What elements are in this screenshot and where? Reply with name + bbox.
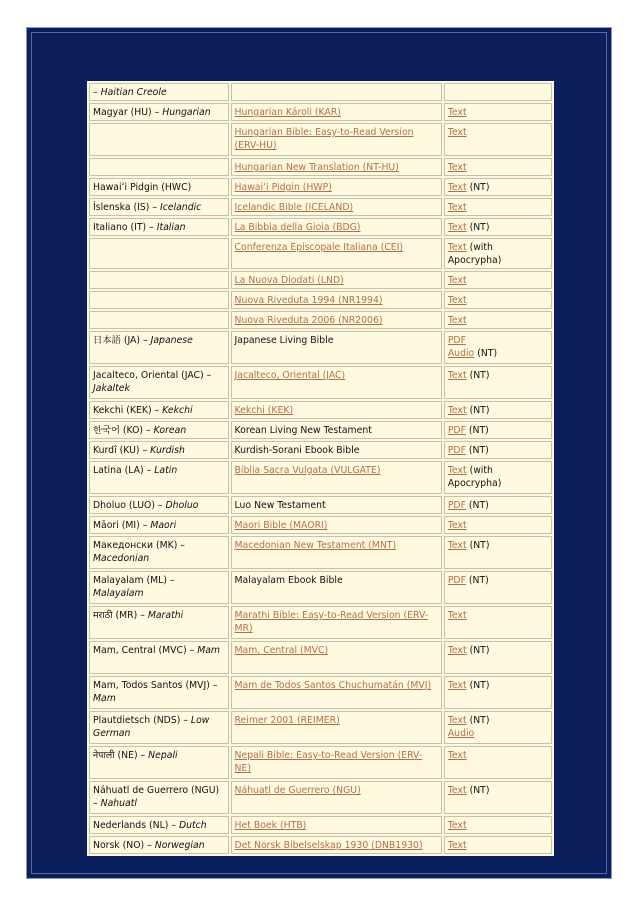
bible-version-cell bbox=[231, 676, 442, 709]
bible-version-cell bbox=[231, 178, 442, 196]
language-english-name: Macedonian bbox=[93, 553, 150, 564]
bible-versions-table bbox=[87, 81, 554, 856]
format-link-text[interactable]: Text bbox=[447, 645, 467, 656]
format-link-text[interactable]: Text bbox=[447, 315, 467, 326]
format-link-text[interactable]: Text bbox=[447, 222, 467, 233]
table-row bbox=[89, 571, 552, 604]
bible-version-cell bbox=[231, 198, 442, 216]
language-english-name: Kekchi bbox=[162, 405, 193, 416]
format-cell bbox=[444, 676, 552, 709]
language-cell bbox=[89, 441, 229, 459]
language-name: नेपाली (NE) – bbox=[93, 750, 149, 761]
language-name: Íslenska (IS) – bbox=[93, 202, 160, 213]
table-row bbox=[89, 496, 552, 514]
format-cell bbox=[444, 401, 552, 419]
language-cell bbox=[89, 421, 229, 439]
format-cell bbox=[444, 158, 552, 176]
bible-version-link[interactable]: Macedonian New Testament (MNT) bbox=[234, 540, 397, 551]
format-link-text[interactable]: Text bbox=[447, 520, 467, 531]
format-link-audio[interactable]: Audio bbox=[447, 728, 475, 739]
bible-version-link[interactable]: Marathi Bible: Easy-to-Read Version (ERV-MR) bbox=[234, 610, 429, 634]
table-row bbox=[89, 461, 552, 494]
format-note: (NT) bbox=[466, 222, 490, 233]
language-english-name: Latin bbox=[154, 465, 178, 476]
language-cell bbox=[89, 641, 229, 674]
bible-version-cell bbox=[231, 238, 442, 269]
language-name: 日本語 (JA) – bbox=[93, 335, 151, 346]
table-row bbox=[89, 711, 552, 744]
format-link-text[interactable]: Text bbox=[447, 405, 467, 416]
language-cell bbox=[89, 676, 229, 709]
format-link-text[interactable]: Text bbox=[447, 785, 467, 796]
table-row bbox=[89, 676, 552, 709]
format-link-text[interactable]: Text bbox=[447, 715, 467, 726]
language-english-name: Nahuatl bbox=[100, 798, 137, 809]
table-row bbox=[89, 103, 552, 121]
format-link-pdf[interactable]: PDF bbox=[447, 425, 466, 436]
format-cell bbox=[444, 711, 552, 744]
table-row bbox=[89, 366, 552, 399]
language-english-name: Marathi bbox=[147, 610, 184, 621]
bible-version-cell bbox=[231, 641, 442, 674]
format-link-pdf[interactable]: PDF bbox=[447, 335, 466, 346]
language-english-name: Nepali bbox=[148, 750, 178, 761]
language-english-name: Maori bbox=[150, 520, 177, 531]
format-note: (NT) bbox=[465, 445, 489, 456]
language-cell bbox=[89, 271, 229, 289]
bible-version-cell bbox=[231, 781, 442, 814]
format-cell bbox=[444, 103, 552, 121]
language-name: Magyar (HU) – bbox=[93, 107, 163, 118]
language-english-name: Mam bbox=[197, 645, 220, 656]
bible-version-cell bbox=[231, 103, 442, 121]
format-note: (NT) bbox=[466, 680, 490, 691]
language-cell bbox=[89, 816, 229, 834]
table-row bbox=[89, 83, 552, 101]
format-cell bbox=[444, 366, 552, 399]
language-cell bbox=[89, 781, 229, 814]
language-name: – bbox=[93, 87, 101, 98]
format-link-pdf[interactable]: PDF bbox=[447, 500, 466, 511]
bible-version-cell bbox=[231, 331, 442, 364]
format-cell bbox=[444, 218, 552, 236]
format-note: (NT) bbox=[466, 645, 490, 656]
language-name: Hawaiʻi Pidgin (HWC) bbox=[93, 182, 192, 193]
format-note: (with Apocrypha) bbox=[447, 465, 502, 489]
language-name: Kurdî (KU) – bbox=[93, 445, 151, 456]
bible-version-cell bbox=[231, 746, 442, 779]
format-cell bbox=[444, 746, 552, 779]
table-row bbox=[89, 218, 552, 236]
language-cell bbox=[89, 123, 229, 156]
format-link-text[interactable]: Text bbox=[447, 275, 467, 286]
language-name: Malayalam (ML) – bbox=[93, 575, 175, 586]
table-row bbox=[89, 178, 552, 196]
bible-version-cell bbox=[231, 441, 442, 459]
bible-version-link[interactable]: Hungarian Bible: Easy-to-Read Version (ERV-HU) bbox=[234, 127, 414, 151]
language-cell bbox=[89, 238, 229, 269]
bible-version-link[interactable]: Hungarian New Translation (NT-HU) bbox=[234, 162, 399, 173]
format-cell bbox=[444, 271, 552, 289]
format-note: (NT) bbox=[465, 500, 489, 511]
format-cell bbox=[444, 836, 552, 854]
bible-version-link[interactable]: Maori Bible (MAORI) bbox=[234, 520, 328, 531]
format-cell bbox=[444, 641, 552, 674]
bible-version-link[interactable]: Icelandic Bible (ICELAND) bbox=[234, 202, 354, 213]
language-name: Māori (MI) – bbox=[93, 520, 151, 531]
format-link-text[interactable]: Text bbox=[447, 182, 467, 193]
language-cell bbox=[89, 516, 229, 534]
language-cell bbox=[89, 218, 229, 236]
language-cell bbox=[89, 571, 229, 604]
table-row bbox=[89, 198, 552, 216]
format-note: (NT) bbox=[466, 182, 490, 193]
table-row bbox=[89, 781, 552, 814]
language-name: Kekchi (KEK) – bbox=[93, 405, 163, 416]
format-link-audio[interactable]: Audio bbox=[447, 348, 475, 359]
language-cell bbox=[89, 746, 229, 779]
language-english-name: Kurdish bbox=[150, 445, 185, 456]
language-english-name: Japanese bbox=[150, 335, 193, 346]
bible-version-cell bbox=[231, 366, 442, 399]
bible-version-link[interactable]: Mam, Central (MVC) bbox=[234, 645, 329, 656]
table-row bbox=[89, 816, 552, 834]
format-link-text[interactable]: Text bbox=[447, 295, 467, 306]
language-english-name: Dutch bbox=[178, 820, 207, 831]
format-link-pdf[interactable]: PDF bbox=[447, 575, 466, 586]
table-row bbox=[89, 606, 552, 639]
language-cell bbox=[89, 366, 229, 399]
bible-version-cell bbox=[231, 836, 442, 854]
format-link-text[interactable]: Text bbox=[447, 162, 467, 173]
language-name: Latina (LA) – bbox=[93, 465, 155, 476]
language-english-name: Italian bbox=[156, 222, 186, 233]
table-row bbox=[89, 516, 552, 534]
format-link-text[interactable]: Text bbox=[447, 610, 467, 621]
bible-version-name: Japanese Living Bible bbox=[234, 335, 334, 346]
table-row bbox=[89, 311, 552, 329]
format-cell bbox=[444, 238, 552, 269]
bible-version-cell bbox=[231, 496, 442, 514]
language-english-name: Dholuo bbox=[165, 500, 199, 511]
language-cell bbox=[89, 198, 229, 216]
format-link-text[interactable]: Text bbox=[447, 127, 467, 138]
bible-version-cell bbox=[231, 158, 442, 176]
language-name: Mam, Todos Santos (MVJ) – bbox=[93, 680, 218, 691]
bible-version-link[interactable]: Nepali Bible: Easy-to-Read Version (ERV-NE) bbox=[234, 750, 423, 774]
table-row bbox=[89, 746, 552, 779]
language-name: 한국어 (KO) – bbox=[93, 425, 154, 436]
language-english-name: Mam bbox=[93, 693, 116, 704]
language-cell bbox=[89, 461, 229, 494]
format-cell bbox=[444, 83, 552, 101]
table-row bbox=[89, 271, 552, 289]
bible-version-link[interactable]: La Nuova Diodati (LND) bbox=[234, 275, 344, 286]
format-cell bbox=[444, 536, 552, 569]
bible-version-cell bbox=[231, 711, 442, 744]
bible-version-cell bbox=[231, 83, 442, 101]
bible-version-link[interactable]: Conferenza Episcopale Italiana (CEI) bbox=[234, 242, 404, 253]
format-cell bbox=[444, 311, 552, 329]
table-row bbox=[89, 836, 552, 854]
bible-version-link[interactable]: Jacalteco, Oriental (JAC) bbox=[234, 370, 346, 381]
format-note: (NT) bbox=[466, 785, 490, 796]
bible-version-link[interactable]: Det Norsk Bibelselskap 1930 (DNB1930) bbox=[234, 840, 423, 851]
language-name: Náhuatl de Guerrero (NGU) – bbox=[93, 785, 220, 809]
language-cell bbox=[89, 103, 229, 121]
format-note: (with Apocrypha) bbox=[447, 242, 502, 266]
language-name: मराठी (MR) – bbox=[93, 610, 148, 621]
language-english-name: Korean bbox=[153, 425, 187, 436]
table-row bbox=[89, 536, 552, 569]
bible-version-link[interactable]: Náhuatl de Guerrero (NGU) bbox=[234, 785, 361, 796]
language-english-name: Malayalam bbox=[93, 588, 144, 599]
language-name: Dholuo (LUO) – bbox=[93, 500, 166, 511]
language-cell bbox=[89, 496, 229, 514]
language-cell bbox=[89, 178, 229, 196]
bible-version-name: Luo New Testament bbox=[234, 500, 326, 511]
bible-version-link[interactable]: Biblia Sacra Vulgata (VULGATE) bbox=[234, 465, 381, 476]
bible-version-cell bbox=[231, 516, 442, 534]
format-cell bbox=[444, 441, 552, 459]
bible-version-name: Malayalam Ebook Bible bbox=[234, 575, 343, 586]
language-english-name: Norwegian bbox=[154, 840, 205, 851]
format-note: (NT) bbox=[466, 405, 490, 416]
bible-version-link[interactable]: Hawaiʻi Pidgin (HWP) bbox=[234, 182, 332, 193]
table-row bbox=[89, 123, 552, 156]
language-name: Italiano (IT) – bbox=[93, 222, 157, 233]
bible-version-cell bbox=[231, 816, 442, 834]
table-row bbox=[89, 421, 552, 439]
table-row bbox=[89, 291, 552, 309]
language-english-name: Hungarian bbox=[162, 107, 211, 118]
language-cell bbox=[89, 311, 229, 329]
bible-version-link[interactable]: Hungarian Károli (KAR) bbox=[234, 107, 341, 118]
bible-version-link[interactable]: Reimer 2001 (REIMER) bbox=[234, 715, 340, 726]
bible-version-cell bbox=[231, 218, 442, 236]
table-row bbox=[89, 238, 552, 269]
format-cell bbox=[444, 496, 552, 514]
format-link-text[interactable]: Text bbox=[447, 370, 467, 381]
bible-version-link[interactable]: Kekchi (KEK) bbox=[234, 405, 294, 416]
format-cell bbox=[444, 606, 552, 639]
bible-version-cell bbox=[231, 311, 442, 329]
format-note: (NT) bbox=[465, 425, 489, 436]
format-cell bbox=[444, 816, 552, 834]
format-link-text[interactable]: Text bbox=[447, 202, 467, 213]
language-name: Plautdietsch (NDS) – bbox=[93, 715, 191, 726]
language-name: Македонски (MK) – bbox=[93, 540, 185, 551]
format-cell bbox=[444, 331, 552, 364]
language-cell bbox=[89, 291, 229, 309]
bible-version-cell bbox=[231, 536, 442, 569]
format-note: (NT) bbox=[466, 370, 490, 381]
bible-version-name: Korean Living New Testament bbox=[234, 425, 372, 436]
table-row bbox=[89, 401, 552, 419]
language-cell bbox=[89, 401, 229, 419]
table-body bbox=[89, 83, 552, 854]
language-name: Jacalteco, Oriental (JAC) – bbox=[93, 370, 212, 381]
language-english-name: Jakaltek bbox=[93, 383, 130, 394]
format-link-text[interactable]: Text bbox=[447, 242, 467, 253]
table-row bbox=[89, 331, 552, 364]
language-name: Norsk (NO) – bbox=[93, 840, 155, 851]
format-cell bbox=[444, 178, 552, 196]
format-link-text[interactable]: Text bbox=[447, 820, 467, 831]
bible-version-link[interactable]: Nuova Riveduta 1994 (NR1994) bbox=[234, 295, 383, 306]
bible-version-link[interactable]: Mam de Todos Santos Chuchumatán (MVJ) bbox=[234, 680, 432, 691]
format-link-text[interactable]: Text bbox=[447, 840, 467, 851]
format-note: (NT) bbox=[465, 575, 489, 586]
format-cell bbox=[444, 198, 552, 216]
format-cell bbox=[444, 571, 552, 604]
bible-version-cell bbox=[231, 401, 442, 419]
format-cell bbox=[444, 781, 552, 814]
format-link-text[interactable]: Text bbox=[447, 540, 467, 551]
bible-version-link[interactable]: Het Boek (HTB) bbox=[234, 820, 307, 831]
bible-version-cell bbox=[231, 461, 442, 494]
language-cell bbox=[89, 536, 229, 569]
format-cell bbox=[444, 123, 552, 156]
language-cell bbox=[89, 836, 229, 854]
format-cell bbox=[444, 516, 552, 534]
language-cell bbox=[89, 158, 229, 176]
format-note: (NT) bbox=[466, 540, 490, 551]
format-cell bbox=[444, 291, 552, 309]
table-row bbox=[89, 441, 552, 459]
bible-version-cell bbox=[231, 291, 442, 309]
bible-version-link[interactable]: Nuova Riveduta 2006 (NR2006) bbox=[234, 315, 383, 326]
table-row bbox=[89, 641, 552, 674]
bible-version-cell bbox=[231, 606, 442, 639]
bible-version-cell bbox=[231, 271, 442, 289]
format-link-text[interactable]: Text bbox=[447, 107, 467, 118]
language-english-name: Haitian Creole bbox=[100, 87, 167, 98]
language-cell bbox=[89, 711, 229, 744]
format-link-text[interactable]: Text bbox=[447, 750, 467, 761]
format-note: (NT) bbox=[466, 715, 490, 726]
bible-version-cell bbox=[231, 571, 442, 604]
language-cell bbox=[89, 331, 229, 364]
format-cell bbox=[444, 461, 552, 494]
language-name: Mam, Central (MVC) – bbox=[93, 645, 198, 656]
bible-version-cell bbox=[231, 421, 442, 439]
format-link-pdf[interactable]: PDF bbox=[447, 445, 466, 456]
language-name: Nederlands (NL) – bbox=[93, 820, 179, 831]
format-link-text[interactable]: Text bbox=[447, 465, 467, 476]
bible-version-cell bbox=[231, 123, 442, 156]
table-row bbox=[89, 158, 552, 176]
format-link-text[interactable]: Text bbox=[447, 680, 467, 691]
language-cell bbox=[89, 606, 229, 639]
bible-version-name: Kurdish-Sorani Ebook Bible bbox=[234, 445, 360, 456]
format-note: (NT) bbox=[474, 348, 498, 359]
language-cell bbox=[89, 83, 229, 101]
language-english-name: Low German bbox=[93, 715, 210, 739]
language-english-name: Icelandic bbox=[159, 202, 202, 213]
format-cell bbox=[444, 421, 552, 439]
bible-version-link[interactable]: La Bibbia della Gioia (BDG) bbox=[234, 222, 361, 233]
